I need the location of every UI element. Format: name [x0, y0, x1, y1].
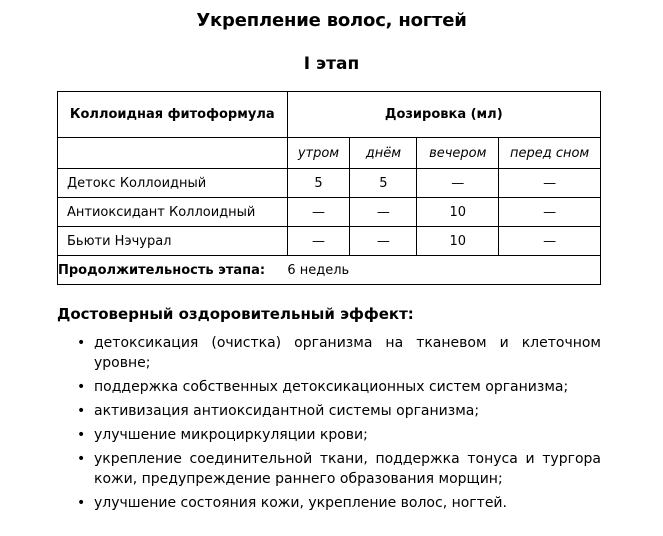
time-header-morning: утром [287, 138, 350, 169]
dose-cell: — [350, 227, 417, 256]
table-row [58, 198, 601, 227]
time-header-bedtime: перед сном [499, 138, 601, 169]
time-header-evening: вечером [417, 138, 499, 169]
duration-row [58, 256, 601, 285]
effects-heading: Достоверный оздоровительный эффект: [57, 305, 414, 323]
dose-cell: — [287, 198, 350, 227]
duration-cell [58, 256, 601, 285]
table-row [58, 169, 601, 198]
dose-cell: 10 [417, 227, 499, 256]
duration-value: 6 недель [287, 262, 350, 278]
dose-cell: — [499, 198, 601, 227]
time-header-day: днём [350, 138, 417, 169]
dose-cell: — [287, 227, 350, 256]
formula-name: Антиоксидант Коллоидный [58, 198, 288, 227]
list-item: • поддержка собственных детоксикационных систем организма; [57, 377, 601, 397]
dose-cell: — [417, 169, 499, 198]
dosage-column-header: Дозировка (мл) [287, 92, 600, 138]
subheader-spacer [58, 138, 288, 169]
effects-list [57, 333, 601, 517]
time-subheader-row [58, 138, 601, 169]
list-item: • улучшение состояния кожи, укрепление волос, ногтей. [57, 493, 601, 513]
dose-cell: 5 [287, 169, 350, 198]
dose-cell: 10 [417, 198, 499, 227]
dose-cell: — [499, 169, 601, 198]
table-header-row [58, 92, 601, 138]
stage-heading: I этап [303, 54, 360, 74]
duration-label: Продолжительность этапа: [58, 262, 266, 278]
list-item: • детоксикация (очистка) организма на тканевом и клеточном уровне; [57, 333, 601, 373]
list-item: • активизация антиоксидантной системы организма; [57, 401, 601, 421]
formula-column-header: Коллоидная фитоформула [58, 92, 288, 138]
list-item: • укрепление соединительной ткани, поддержка тонуса и тургора кожи, предупреждение раннего образования морщин; [57, 449, 601, 489]
dosage-table [57, 91, 601, 285]
dose-cell: — [350, 198, 417, 227]
dose-cell: — [499, 227, 601, 256]
dose-cell: 5 [350, 169, 417, 198]
list-item: • улучшение микроциркуляции крови; [57, 425, 601, 445]
page-title: Укрепление волос, ногтей [196, 10, 467, 31]
formula-name: Детокс Коллоидный [58, 169, 288, 198]
table-row [58, 227, 601, 256]
formula-name: Бьюти Нэчурал [58, 227, 288, 256]
